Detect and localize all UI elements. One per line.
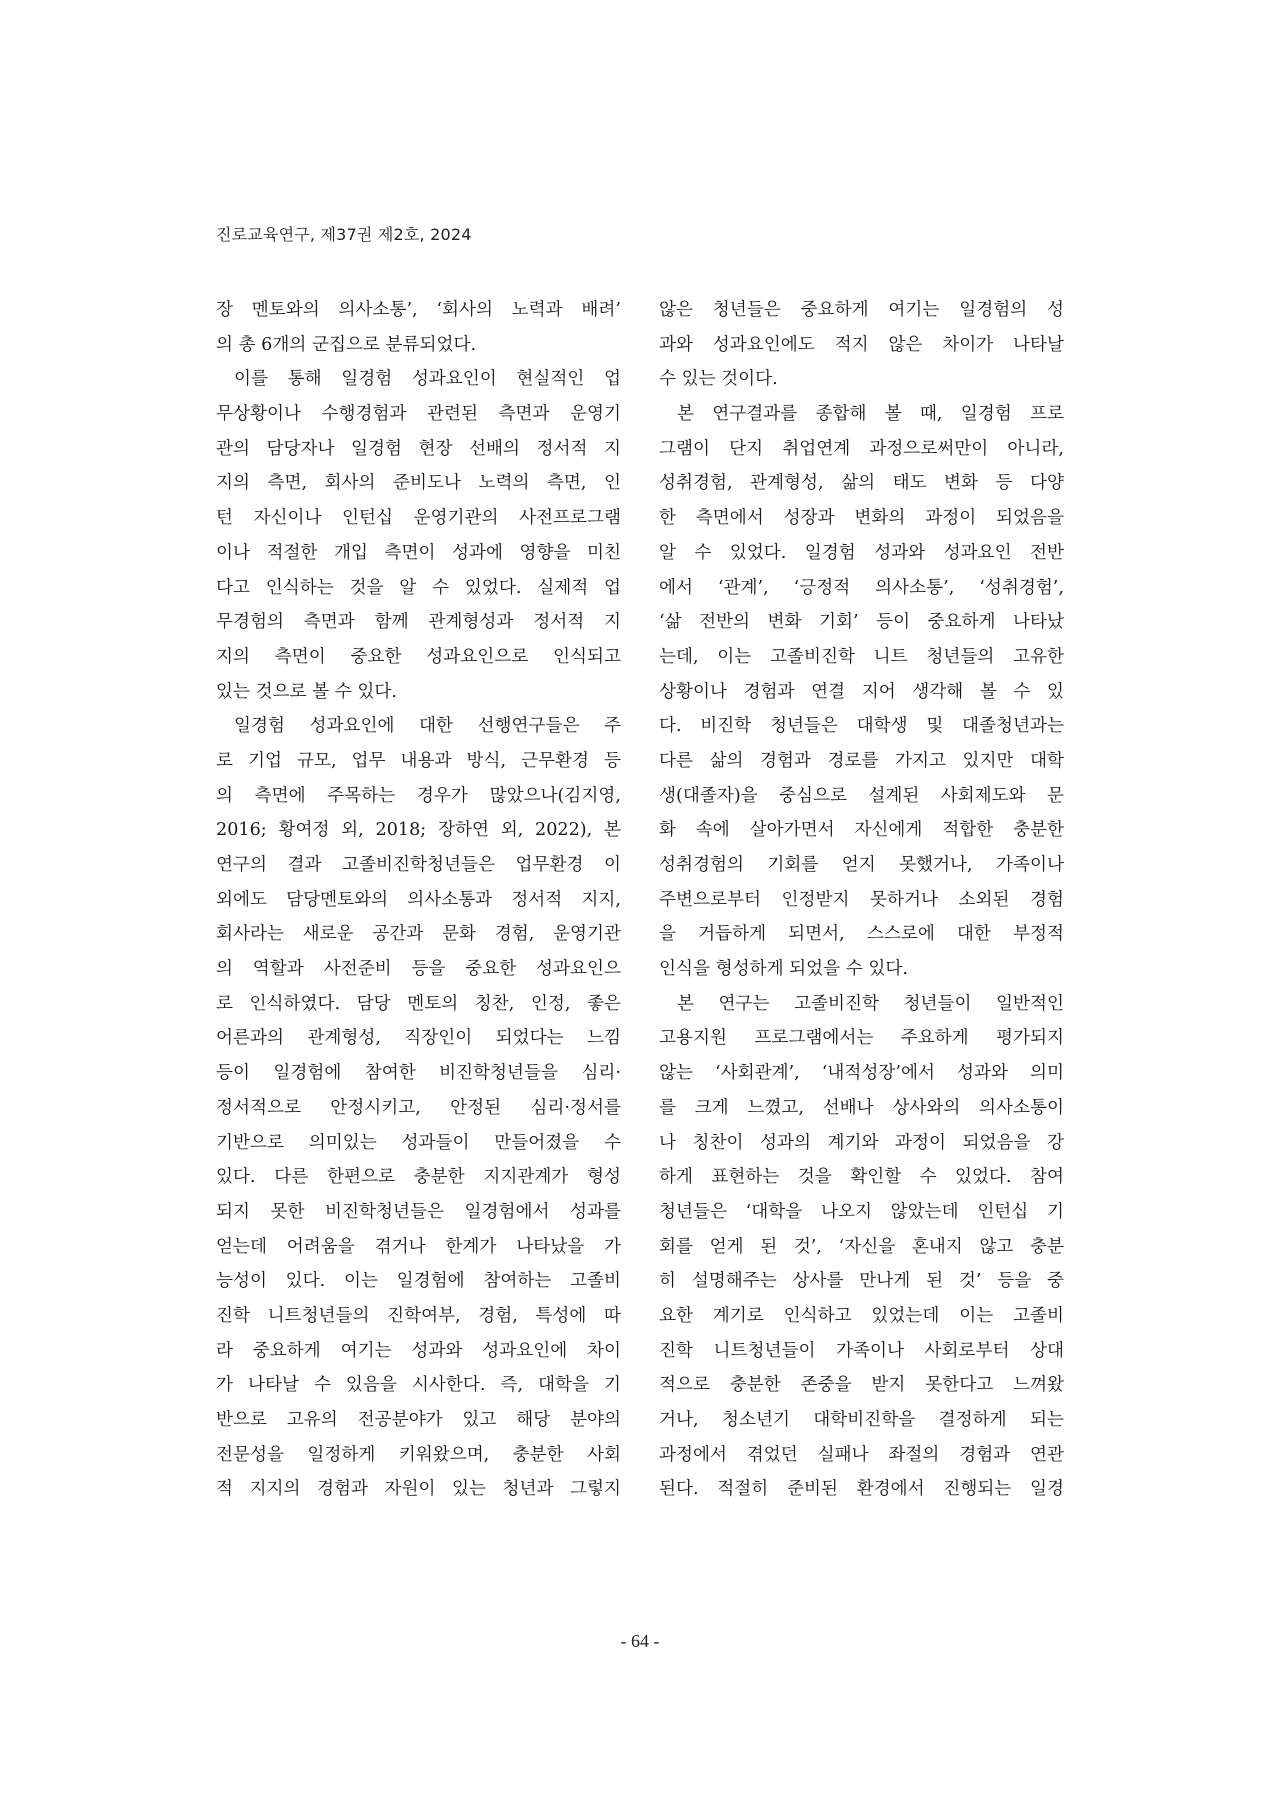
text-line: 는데, 이는 고졸비진학 니트 청년들의 고유한 [659,646,1064,667]
text-line: 무상황이나 수행경험과 관련된 측면과 운영기 [216,404,621,425]
text-line: 기반으로 의미있는 성과들이 만들어졌을 수 [216,1132,621,1153]
text-line: 등이 일경험에 참여한 비진학청년들을 심리· [216,1063,621,1084]
text-line: 로 기업 규모, 업무 내용과 방식, 근무환경 등 [216,750,621,771]
text-line: 알 수 있었다. 일경험 성과와 성과요인 전반 [659,542,1064,563]
text-line: 진학 니트청년들이 가족이나 사회로부터 상대 [659,1340,1064,1361]
text-line: 정서적으로 안정시키고, 안정된 심리·정서를 [216,1097,621,1118]
left-text-column [216,293,621,1507]
text-line: 거나, 청소년기 대학비진학을 결정하게 되는 [659,1410,1064,1430]
text-line: 회를 얻게 된 것’, ‘자신을 혼내지 않고 충분 [659,1236,1064,1257]
text-line: 외에도 담당멘토와의 의사소통과 정서적 지지, [216,889,621,910]
text-line: 능성이 있다. 이는 일경험에 참여하는 고졸비 [216,1271,621,1292]
text-line: 성취경험의 기회를 얻지 못했거나, 가족이나 [659,855,1064,875]
text-line: 과정에서 겪었던 실패나 좌절의 경험과 연관 [659,1444,1064,1465]
text-line: 다. 비진학 청년들은 대학생 및 대졸청년과는 [659,716,1064,737]
text-line: 에서 ‘관계’, ‘긍정적 의사소통’, ‘성취경험’, [659,577,1064,598]
text-line: 이를 통해 일경험 성과요인이 현실적인 업 [234,369,621,390]
text-line: 다고 인식하는 것을 알 수 있었다. 실제적 업 [216,577,621,598]
text-line: 한 측면에서 성장과 변화의 과정이 되었음을 [659,508,1064,529]
text-line: 지의 측면이 중요한 성과요인으로 인식되고 [216,646,621,667]
page-number: - 64 - [620,1631,660,1651]
text-line: 않은 청년들은 중요하게 여기는 일경험의 성 [659,300,1064,320]
text-line: 고용지원 프로그램에서는 주요하게 평가되지 [659,1028,1064,1049]
text-line: 로 인식하였다. 담당 멘토의 칭찬, 인정, 좋은 [216,993,621,1014]
text-line: 의 역할과 사전준비 등을 중요한 성과요인으 [216,959,621,980]
text-line: 반으로 고유의 전공분야가 있고 해당 분야의 [216,1410,621,1430]
text-line: 진학 니트청년들의 진학여부, 경험, 특성에 따 [216,1305,621,1326]
text-line: 이나 적절한 개입 측면이 성과에 영향을 미친 [216,542,621,563]
text-line: 적으로 충분한 존중을 받지 못한다고 느껴왔 [659,1375,1064,1396]
text-line: 주변으로부터 인정받지 못하거나 소외된 경험 [659,889,1064,910]
text-line: 있는 것으로 볼 수 있다. [216,681,397,702]
running-head: 진로교육연구, 제37권 제2호, 2024 [216,225,472,244]
text-line: 관의 담당자나 일경험 현장 선배의 정서적 지 [216,438,621,459]
text-line: 일경험 성과요인에 대한 선행연구들은 주 [234,716,621,737]
text-line: 턴 자신이나 인턴십 운영기관의 사전프로그램 [216,508,621,529]
text-line: 인식을 형성하게 되었을 수 있다. [659,959,908,980]
text-line: 가 나타날 수 있음을 시사한다. 즉, 대학을 기 [216,1375,621,1396]
text-line: 성취경험, 관계형성, 삶의 태도 변화 등 다양 [659,473,1064,494]
text-line: 을 거듭하게 되면서, 스스로에 대한 부정적 [659,924,1064,945]
text-line: 적 지지의 경험과 자원이 있는 청년과 그렇지 [216,1479,621,1500]
text-line: 어른과의 관계형성, 직장인이 되었다는 느낌 [216,1028,621,1049]
text-line: ‘삶 전반의 변화 기회’ 등이 중요하게 나타났 [659,612,1064,633]
right-text-column [659,293,1064,1507]
text-line: 히 설명해주는 상사를 만나게 된 것’ 등을 중 [659,1271,1064,1292]
text-line: 과와 성과요인에도 적지 않은 차이가 나타날 [659,334,1064,355]
text-line: 않는 ‘사회관계’, ‘내적성장’에서 성과와 의미 [659,1063,1064,1084]
text-line: 를 크게 느꼈고, 선배나 상사와의 의사소통이 [659,1097,1064,1118]
text-line: 의 총 6개의 군집으로 분류되었다. [216,334,477,355]
text-line: 다른 삶의 경험과 경로를 가지고 있지만 대학 [659,750,1064,771]
text-line: 지의 측면, 회사의 준비도나 노력의 측면, 인 [216,473,621,494]
text-line: 수 있는 것이다. [659,369,778,390]
text-line: 청년들은 ‘대학을 나오지 않았는데 인턴십 기 [659,1201,1064,1222]
text-line: 되지 못한 비진학청년들은 일경험에서 성과를 [216,1201,621,1222]
text-line: 있다. 다른 한편으로 충분한 지지관계가 형성 [216,1167,621,1188]
text-line: 생(대졸자)을 중심으로 설계된 사회제도와 문 [659,785,1064,806]
text-line: 무경험의 측면과 함께 관계형성과 정서적 지 [216,612,621,633]
text-line: 의 측면에 주목하는 경우가 많았으나(김지영, [216,785,621,806]
text-line: 연구의 결과 고졸비진학청년들은 업무환경 이 [216,855,621,875]
text-line: 본 연구결과를 종합해 볼 때, 일경험 프로 [677,404,1064,425]
text-line: 된다. 적절히 준비된 환경에서 진행되는 일경 [659,1479,1064,1500]
text-line: 전문성을 일정하게 키워왔으며, 충분한 사회 [216,1444,621,1465]
text-line: 나 칭찬이 성과의 계기와 과정이 되었음을 강 [659,1132,1064,1153]
text-line: 장 멘토와의 의사소통’, ‘회사의 노력과 배려’ [216,300,621,320]
text-line: 요한 계기로 인식하고 있었는데 이는 고졸비 [659,1305,1064,1326]
text-line: 라 중요하게 여기는 성과와 성과요인에 차이 [216,1340,621,1361]
text-line: 얻는데 어려움을 겪거나 한계가 나타났을 가 [216,1236,621,1257]
text-line: 그램이 단지 취업연계 과정으로써만이 아니라, [659,438,1064,459]
text-line: 회사라는 새로운 공간과 문화 경험, 운영기관 [216,924,621,945]
text-line: 하게 표현하는 것을 확인할 수 있었다. 참여 [659,1167,1064,1188]
text-line: 상황이나 경험과 연결 지어 생각해 볼 수 있 [659,681,1064,702]
text-line: 2016; 황여정 외, 2018; 장하연 외, 2022), 본 [216,820,621,841]
text-line: 본 연구는 고졸비진학 청년들이 일반적인 [677,993,1064,1014]
text-line: 화 속에 살아가면서 자신에게 적합한 충분한 [659,820,1064,841]
